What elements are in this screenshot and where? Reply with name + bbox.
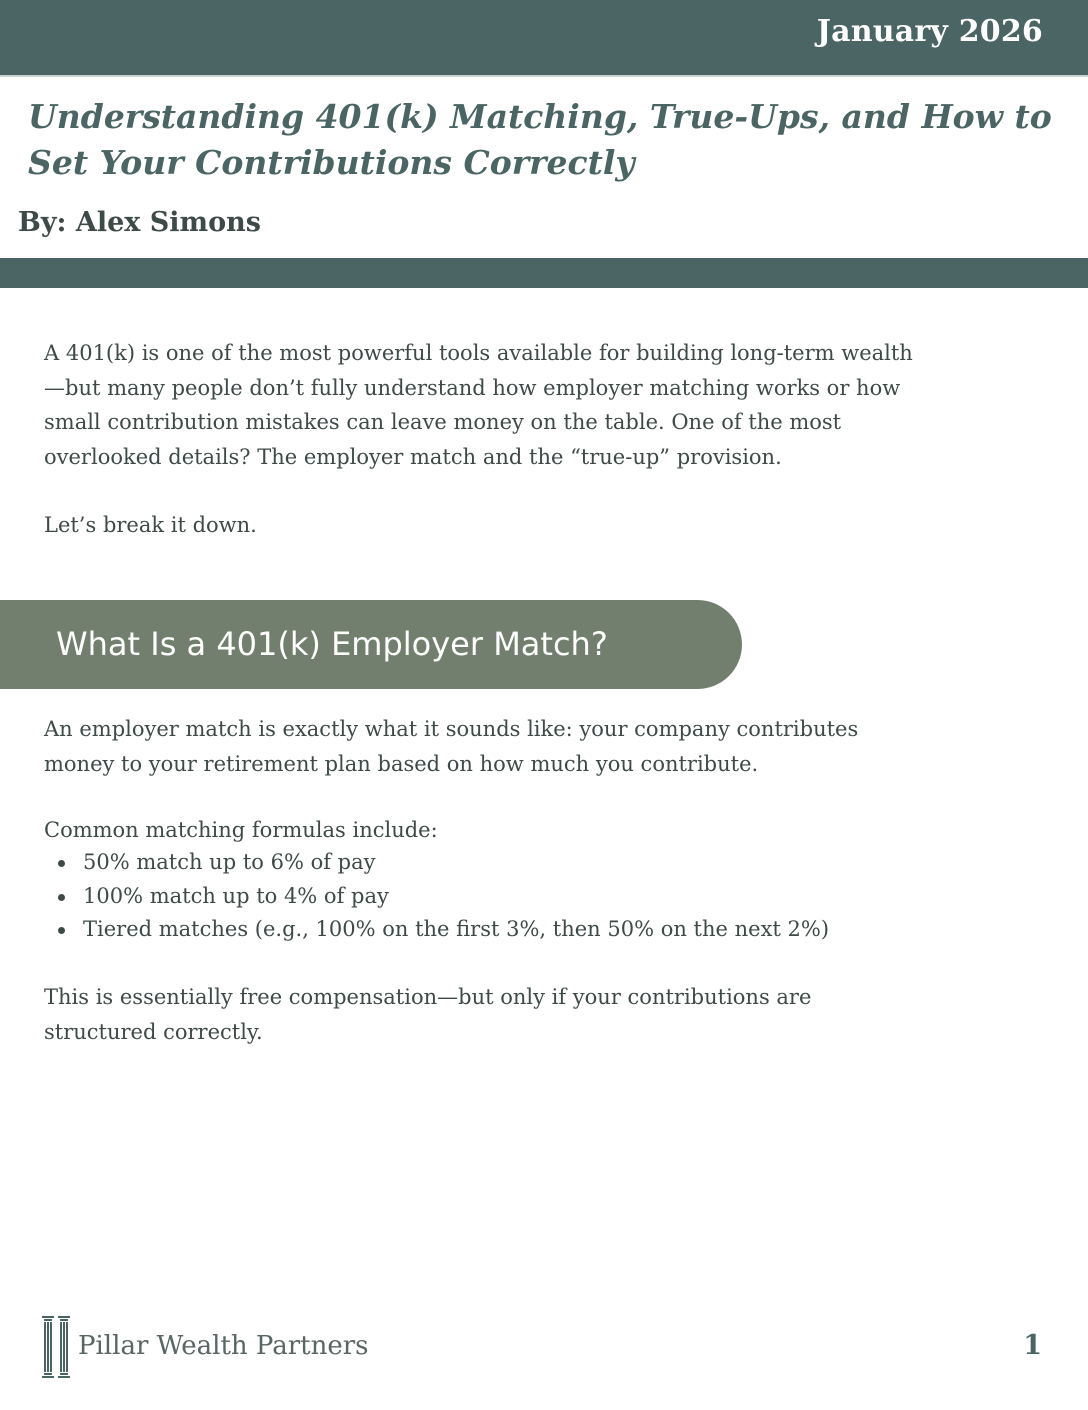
list-item: 100% match up to 4% of pay <box>44 880 924 914</box>
match-definition-paragraph: An employer match is exactly what it sounds like: your company contributes money to your retirement plan based on how much you contribute. <box>44 717 859 776</box>
intro-paragraph: A 401(k) is one of the most powerful tools available for building long-term wealth—but many people don’t fully understand how employer matching works or how small contribution mistakes can leave money on the table. One of the most overlooked details? The employer match and the “true-up” provision. <box>44 341 913 469</box>
header-divider <box>0 258 1088 288</box>
header-band <box>0 0 1088 77</box>
closing-paragraph: This is essentially free compensation—but only if your contributions are structured correctly. <box>44 985 812 1044</box>
formulas-intro: Common matching formulas include: <box>44 818 438 842</box>
byline: By: Alex Simons <box>18 207 261 238</box>
breakdown-paragraph: Let’s break it down. <box>44 513 257 537</box>
list-item: Tiered matches (e.g., 100% on the first 3%, then 50% on the next 2%) <box>44 913 924 947</box>
page-number: 1 <box>1023 1330 1042 1361</box>
issue-date: January 2026 <box>816 14 1043 49</box>
section-heading: What Is a 401(k) Employer Match? <box>56 625 608 663</box>
company-name: Pillar Wealth Partners <box>78 1331 369 1361</box>
pillars-icon <box>40 1314 72 1380</box>
article-title: Understanding 401(k) Matching, True-Ups, and How to Set Your Contributions Correctly <box>28 97 1052 182</box>
list-item: 50% match up to 6% of pay <box>44 846 924 880</box>
section-banner <box>0 600 742 689</box>
formula-list <box>44 846 924 947</box>
